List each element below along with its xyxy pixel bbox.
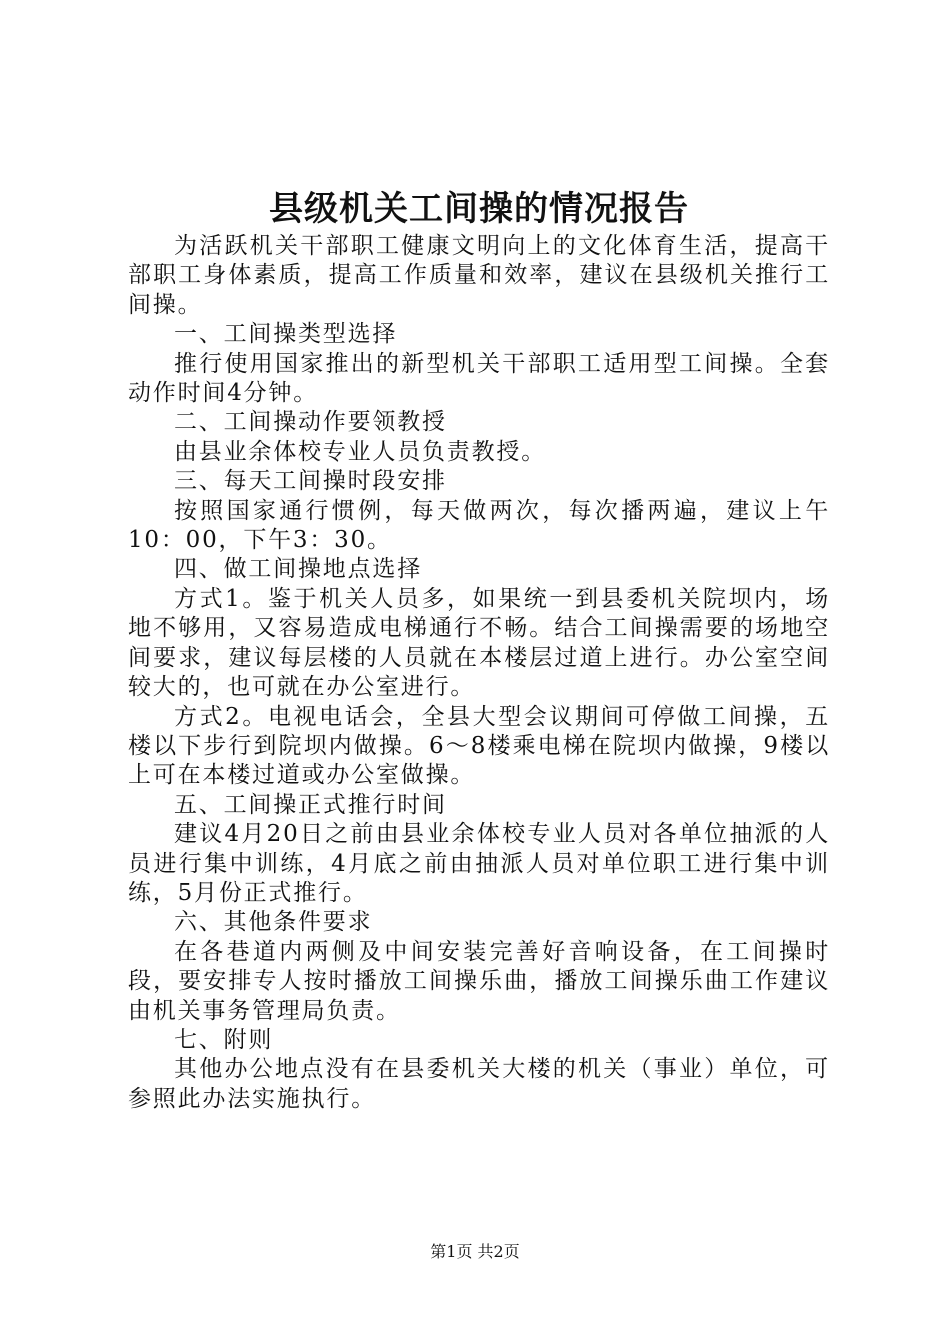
paragraph-4a: 方式1。鉴于机关人员多，如果统一到县委机关院坝内，场地不够用，又容易造成电梯通行不畅。结合工间操需要的场地空间要求，建议每层楼的人员就在本楼层过道上进行。办公室空间较大的，也可就在办公室进行。 [128,585,830,701]
document-page [128,0,830,1344]
page-number-footer: 第1页 共2页 [430,1242,520,1261]
section-heading-6: 六、其他条件要求 [174,909,373,936]
section-heading-2: 二、工间操动作要领教授 [174,409,447,436]
paragraph-6: 在各巷道内两侧及中间安装完善好音响设备，在工间操时段，要安排专人按时播放工间操乐曲，播放工间操乐曲工作建议由机关事务管理局负责。 [128,938,830,1024]
paragraph-3: 按照国家通行惯例，每天做两次，每次播两遍，建议上午10：00，下午3：30。 [128,497,830,554]
paragraph-intro: 为活跃机关干部职工健康文明向上的文化体育生活，提高干部职工身体素质，提高工作质量和效率，建议在县级机关推行工间操。 [128,233,830,318]
section-heading-7: 七、附则 [174,1026,274,1053]
paragraph-7: 其他办公地点没有在县委机关大楼的机关（事业）单位，可参照此办法实施执行。 [128,1056,830,1112]
paragraph-1: 推行使用国家推出的新型机关干部职工适用型工间操。全套动作时间4分钟。 [128,350,830,407]
section-heading-5: 五、工间操正式推行时间 [174,791,447,818]
paragraph-5: 建议4月20日之前由县业余体校专业人员对各单位抽派的人员进行集中训练，4月底之前由抽派人员对单位职工进行集中训练，5月份正式推行。 [128,821,830,906]
document-title: 县级机关工间操的情况报告 [269,189,689,229]
document-body [128,232,830,1114]
section-heading-1: 一、工间操类型选择 [174,321,398,348]
paragraph-2: 由县业余体校专业人员负责教授。 [174,438,546,465]
section-heading-3: 三、每天工间操时段安排 [174,468,447,495]
section-heading-4: 四、做工间操地点选择 [174,556,422,583]
paragraph-4b: 方式2。电视电话会，全县大型会议期间可停做工间操，五楼以下步行到院坝内做操。6～8楼乘电梯在院坝内做操，9楼以上可在本楼过道或办公室做操。 [128,703,830,789]
